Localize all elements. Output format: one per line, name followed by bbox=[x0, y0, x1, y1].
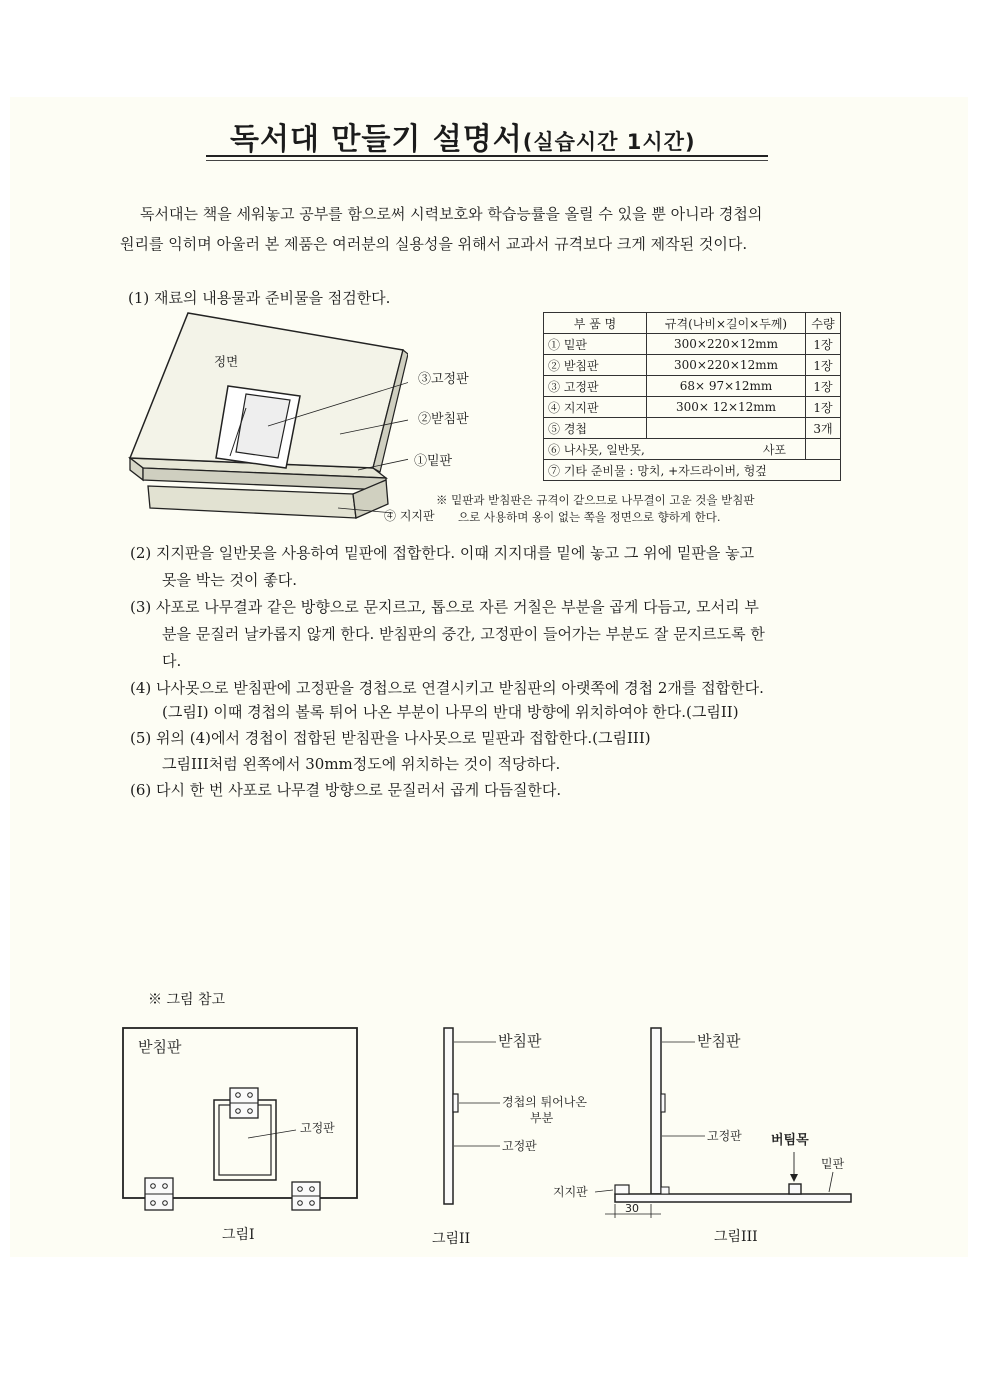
part-qty: 1장 bbox=[806, 334, 841, 355]
title-underline bbox=[206, 155, 768, 157]
hinge-bump bbox=[661, 1094, 665, 1112]
table-row bbox=[544, 376, 841, 397]
fig3-caption: 그림III bbox=[714, 1229, 758, 1245]
note-line-1: ※ 밑판과 받침판은 규격이 같으므로 나무결이 고운 것을 받침판 bbox=[436, 493, 755, 507]
fig1-caption: 그림I bbox=[222, 1227, 255, 1243]
fig2-caption: 그림II bbox=[432, 1231, 471, 1247]
table-row bbox=[544, 439, 841, 460]
stand-plate bbox=[148, 486, 356, 518]
part-name: ② 받침판 bbox=[544, 355, 647, 376]
table-row bbox=[544, 418, 841, 439]
spec-table bbox=[543, 312, 841, 481]
part-qty: 1장 bbox=[806, 355, 841, 376]
front-label: 정면 bbox=[214, 354, 239, 369]
part-spec: 300× 12×12mm bbox=[647, 397, 806, 418]
step-2-line-2: 못을 박는 것이 좋다. bbox=[162, 571, 297, 589]
part-name: ③ 고정판 bbox=[544, 376, 647, 397]
step-4-line-2: (그림I) 이때 경첩의 볼록 튀어 나온 부분이 나무의 반대 방향에 위치하여야 한다.(그림II) bbox=[162, 703, 739, 721]
part-spec: 68× 97×12mm bbox=[647, 376, 806, 397]
part-spec bbox=[647, 418, 806, 439]
misc-items: ⑥ 나사못, 일반못, bbox=[548, 442, 645, 457]
foot-hinge bbox=[661, 1187, 669, 1194]
note-line-2: 으로 사용하며 옹이 없는 쪽을 정면으로 향하게 한다. bbox=[458, 510, 721, 524]
step-5-line-1: (5) 위의 (4)에서 경첩이 접합된 받침판을 나사못으로 밑판과 접합한다.(그림III) bbox=[130, 729, 651, 747]
figure-reference: ※ 그림 참고 bbox=[148, 992, 225, 1008]
fig3-board-label: 받침판 bbox=[697, 1032, 741, 1050]
fig3-dimension: 30 bbox=[625, 1202, 639, 1215]
arrow-down-icon bbox=[790, 1174, 798, 1182]
page-subtitle: (실습시간 1시간) bbox=[522, 130, 696, 154]
figure-1 bbox=[120, 1022, 365, 1217]
other-supplies: ⑦ 기타 준비물 : 망치, +자드라이버, 헝겊 bbox=[544, 460, 841, 481]
label-fixed-plate: ③고정판 bbox=[418, 372, 469, 387]
label-support-plate: ②받침판 bbox=[418, 412, 469, 427]
header-spec: 규격(나비×길이×두께) bbox=[647, 313, 806, 334]
part-qty: 1장 bbox=[806, 376, 841, 397]
support-board-side bbox=[651, 1028, 661, 1194]
step-2-line-1: (2) 지지판을 일반못을 사용하여 밑판에 접합한다. 이때 지지대를 밑에 놓고 그 위에 밑판을 놓고 bbox=[130, 544, 755, 562]
base-plate-side bbox=[615, 1194, 851, 1202]
part-qty-empty bbox=[806, 439, 841, 460]
leader-stand bbox=[595, 1190, 613, 1192]
step-6: (6) 다시 한 번 사포로 나무결 방향으로 문질러서 곱게 다듬질한다. bbox=[130, 781, 562, 799]
header-part-name: 부 품 명 bbox=[544, 313, 647, 334]
part-spec: 300×220×12mm bbox=[647, 355, 806, 376]
step-1: (1) 재료의 내용물과 준비물을 점검한다. bbox=[128, 289, 391, 307]
leader-fixed bbox=[248, 1130, 296, 1138]
stand-strip bbox=[615, 1185, 629, 1194]
part-name: ④ 지지판 bbox=[544, 397, 647, 418]
title-underline-thin bbox=[206, 160, 768, 161]
label-stand-plate: ④ 지지판 bbox=[384, 509, 435, 523]
step-3-line-2: 분을 문질러 날카롭지 않게 한다. 받침판의 중간, 고정판이 들어가는 부분도 잘 문지르도록 한 bbox=[162, 625, 765, 643]
fig2-fixed-label: 고정판 bbox=[502, 1139, 537, 1153]
fig2-board-label: 받침판 bbox=[498, 1032, 542, 1050]
fig2-hinge-label-2: 부분 bbox=[530, 1111, 554, 1125]
table-row bbox=[544, 460, 841, 481]
header-qty: 수량 bbox=[806, 313, 841, 334]
part-qty: 3개 bbox=[806, 418, 841, 439]
fig3-base-label: 밑판 bbox=[821, 1157, 845, 1171]
prop-block bbox=[789, 1184, 801, 1194]
fig3-fixed-label: 고정판 bbox=[707, 1129, 742, 1143]
misc-sandpaper: 사포 bbox=[762, 442, 786, 457]
table-row bbox=[544, 397, 841, 418]
table-row bbox=[544, 334, 841, 355]
step-5-line-2: 그림III처럼 왼쪽에서 30mm정도에 위치하는 것이 적당하다. bbox=[162, 755, 561, 773]
page-title: 독서대 만들기 설명서(실습시간 1시간) bbox=[230, 122, 696, 157]
step-4-line-1: (4) 나사못으로 받침판에 고정판을 경첩으로 연결시키고 받침판의 아랫쪽에 경첩 2개를 접합한다. bbox=[130, 679, 764, 697]
intro-line-1: 독서대는 책을 세워놓고 공부를 함으로써 시력보호와 학습능률을 올릴 수 있을 뿐 아니라 경첩의 bbox=[140, 205, 763, 223]
intro-line-2: 원리를 익히며 아울러 본 제품은 여러분의 실용성을 위해서 교과서 규격보다 크게 제작된 것이다. bbox=[120, 235, 748, 253]
fig1-fixed-label: 고정판 bbox=[300, 1121, 335, 1135]
support-board-side bbox=[444, 1028, 453, 1204]
part-name-misc bbox=[544, 439, 806, 460]
label-base-plate: ①밑판 bbox=[414, 454, 453, 469]
spec-table-header-row bbox=[544, 313, 841, 334]
leader-base bbox=[829, 1172, 833, 1192]
part-spec: 300×220×12mm bbox=[647, 334, 806, 355]
part-qty: 1장 bbox=[806, 397, 841, 418]
step-3-line-3: 다. bbox=[162, 652, 182, 670]
fig1-board-label: 받침판 bbox=[138, 1038, 182, 1056]
figure-3 bbox=[545, 1022, 860, 1222]
part-name: ⑤ 경첩 bbox=[544, 418, 647, 439]
fig2-hinge-label-1: 경첩의 튀어나온 bbox=[502, 1095, 587, 1109]
fig3-prop-label: 버팀목 bbox=[771, 1133, 809, 1148]
step-3-line-1: (3) 사포로 나무결과 같은 방향으로 문지르고, 톱으로 자른 거칠은 부분을 곱게 다듬고, 모서리 부 bbox=[130, 598, 759, 616]
hinge-bump bbox=[453, 1094, 458, 1112]
table-row bbox=[544, 355, 841, 376]
spec-table-wrapper bbox=[543, 312, 841, 481]
book-stand-illustration bbox=[118, 308, 408, 530]
fig3-stand-label: 지지판 bbox=[553, 1185, 588, 1199]
part-name: ① 밑판 bbox=[544, 334, 647, 355]
